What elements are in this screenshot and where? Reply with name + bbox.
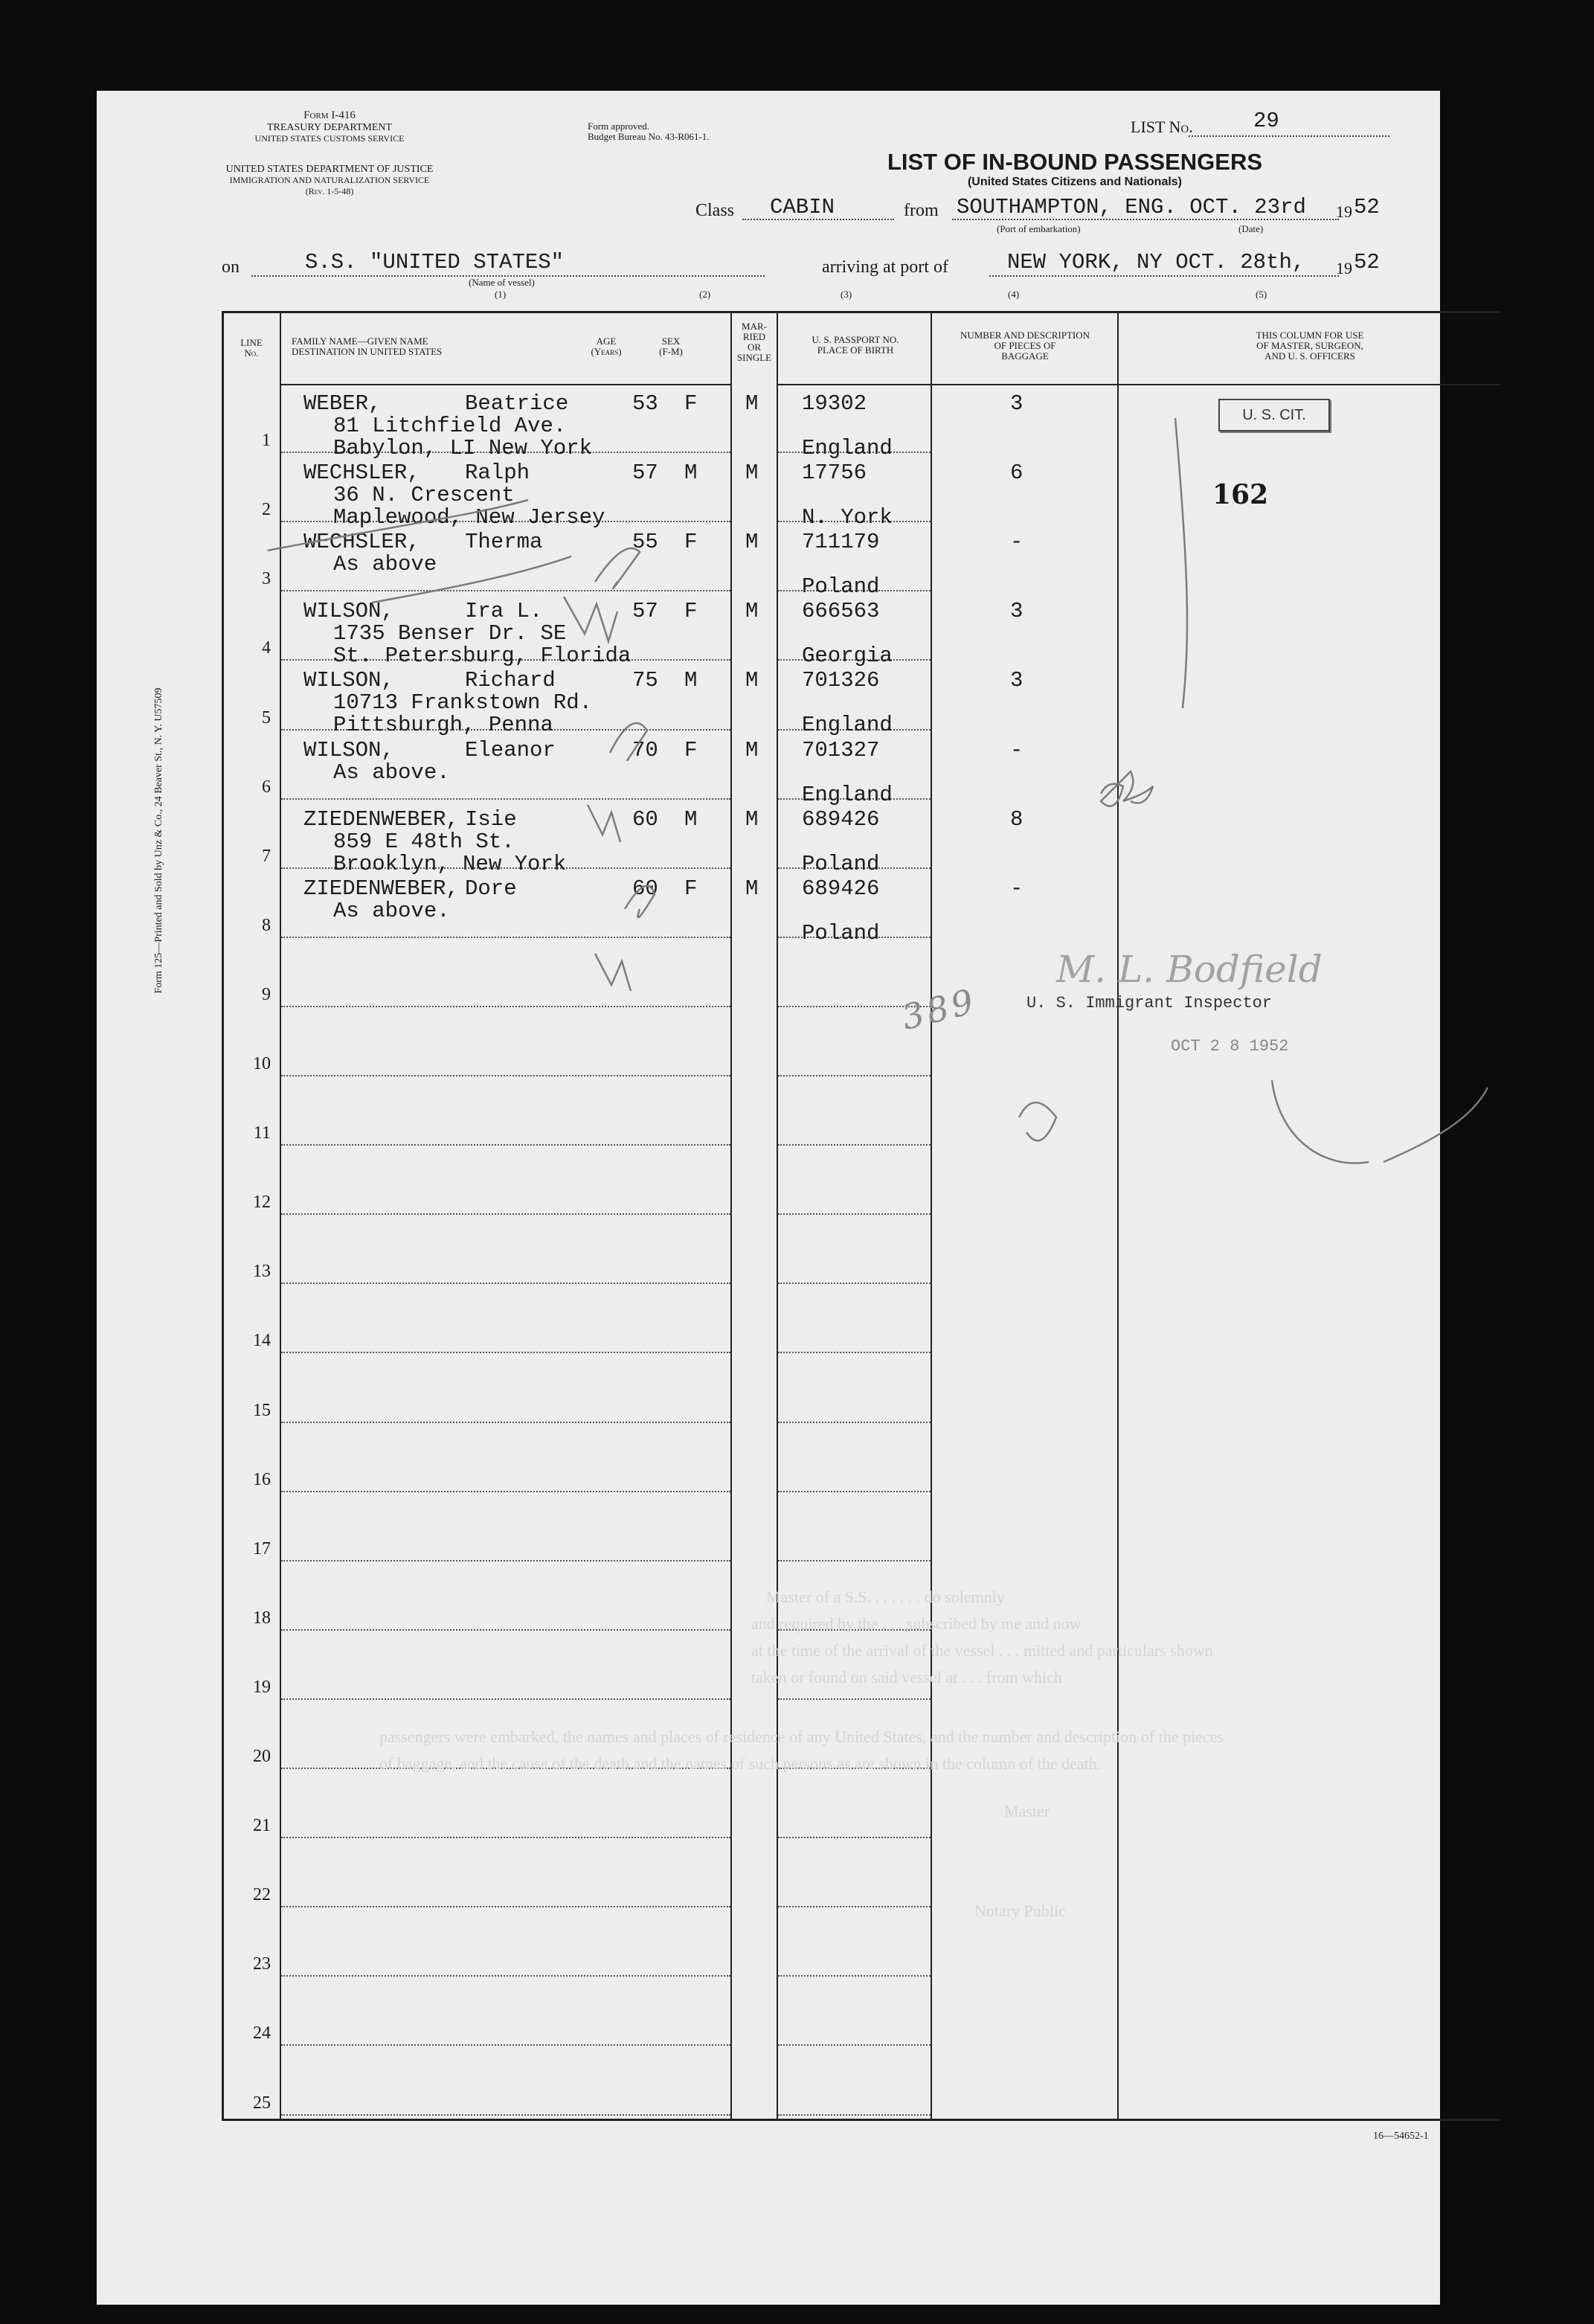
- address-line-2: Brooklyn, New York: [333, 851, 567, 876]
- class-label: Class: [695, 201, 735, 220]
- us-citizen-stamp: U. S. CIT.: [1218, 399, 1330, 431]
- family-name: ZIEDENWEBER,: [303, 876, 459, 901]
- line-number: 16: [253, 1469, 271, 1489]
- row-rule: [778, 1975, 931, 1977]
- dept-treasury: TREASURY DEPARTMENT: [266, 122, 393, 133]
- header-name: FAMILY NAME—GIVEN NAME DESTINATION IN UNITED STATES: [292, 336, 443, 357]
- line-number: 1: [262, 431, 271, 451]
- revision: (Rev. 1-5-48): [305, 186, 354, 196]
- manifest-page: [97, 91, 1440, 2305]
- inspector-title: U. S. Immigrant Inspector: [1026, 994, 1273, 1012]
- arrival-year: 52: [1354, 250, 1380, 275]
- place-of-birth: England: [802, 782, 893, 807]
- passport-number: 711179: [802, 530, 880, 555]
- passport-number: 701326: [802, 668, 880, 693]
- footer-code: 16—54652-1: [1373, 2131, 1429, 2142]
- list-no-line: [1189, 135, 1389, 137]
- form-approved: Form approved.: [588, 121, 650, 132]
- sex: F: [684, 876, 698, 901]
- address-line-1: 859 E 48th St.: [333, 829, 515, 854]
- given-name: Therma: [465, 530, 543, 555]
- col-num-1: (1): [495, 289, 507, 300]
- address-line-2: Maplewood, New Jersey: [333, 505, 605, 530]
- row-rule: [778, 1906, 931, 1907]
- marital-status: M: [745, 668, 759, 693]
- budget-bureau: Budget Bureau No. 43-R061-1.: [588, 131, 710, 142]
- line-number: 11: [253, 1123, 271, 1143]
- passport-number: 701327: [802, 737, 880, 763]
- dept-justice: UNITED STATES DEPARTMENT OF JUSTICE: [225, 164, 434, 175]
- bleed-through-text: at the time of the arrival of the vessel . . . mitted and particulars shown: [751, 1641, 1213, 1660]
- place-of-birth: Georgia: [802, 643, 893, 669]
- list-no-label: LIST No.: [1131, 118, 1193, 136]
- line-number: 7: [262, 846, 271, 866]
- row-rule: [281, 2114, 730, 2116]
- form-number: Form I-416: [303, 109, 356, 121]
- address-line-1: 1735 Benser Dr. SE: [333, 621, 567, 646]
- marital-status: M: [745, 806, 759, 832]
- line-number: 13: [253, 1262, 271, 1282]
- marital-status: M: [745, 599, 759, 624]
- header-underline: [778, 384, 931, 385]
- place-of-birth: England: [802, 713, 893, 738]
- baggage-count: -: [1010, 530, 1023, 555]
- header-sex: SEX (F-M): [659, 336, 683, 357]
- age: 70: [632, 737, 658, 763]
- line-number: 10: [253, 1054, 271, 1073]
- passport-number: 17756: [802, 460, 867, 486]
- from-value: SOUTHAMPTON, ENG. OCT. 23rd: [957, 195, 1306, 219]
- header-underline: [281, 384, 730, 385]
- address-line-1: As above.: [333, 898, 450, 923]
- port-embark-caption: (Port of embarkation): [997, 223, 1081, 234]
- address-line-1: 36 N. Crescent: [333, 483, 515, 508]
- line-number: 6: [262, 777, 271, 797]
- given-name: Ralph: [465, 460, 530, 486]
- line-number: 21: [253, 1816, 271, 1836]
- line-number: 25: [253, 2093, 271, 2113]
- dept-immigration: IMMIGRATION AND NATURALIZATION SERVICE: [229, 175, 430, 185]
- header-baggage: NUMBER AND DESCRIPTION OF PIECES OF BAGGAGE: [960, 330, 1090, 362]
- table-bottom-border: [222, 2119, 1500, 2121]
- address-line-1: As above: [333, 552, 437, 577]
- family-name: WEBER,: [303, 391, 382, 416]
- age: 57: [632, 599, 658, 624]
- line-number: 3: [262, 569, 271, 589]
- row-rule: [778, 1560, 931, 1561]
- inspector-signature: M. L. Bodfield: [1056, 948, 1323, 991]
- family-name: WECHSLER,: [303, 460, 420, 486]
- header-underline: [932, 384, 1117, 385]
- row-rule: [281, 2044, 730, 2046]
- row-rule: [281, 1422, 730, 1423]
- row-rule: [281, 1560, 730, 1561]
- age: 53: [632, 391, 658, 416]
- line-number: 18: [253, 1608, 271, 1628]
- sex: M: [684, 806, 698, 832]
- page-subtitle: (United States Citizens and Nationals): [967, 176, 1183, 188]
- row-rule: [281, 1975, 730, 1977]
- line-number: 5: [262, 707, 271, 728]
- row-rule: [778, 2114, 931, 2116]
- table-top-border: [222, 311, 1500, 313]
- row-rule: [281, 1629, 730, 1631]
- row-rule: [778, 1422, 931, 1423]
- vessel-name: S.S. "UNITED STATES": [305, 250, 565, 275]
- passport-number: 666563: [802, 599, 880, 624]
- baggage-count: 6: [1010, 460, 1023, 486]
- marital-status: M: [745, 876, 759, 901]
- bleed-through-text: Master: [1004, 1802, 1050, 1820]
- given-name: Isie: [465, 806, 517, 832]
- line-number: 12: [253, 1193, 271, 1213]
- baggage-count: 3: [1010, 391, 1023, 416]
- row-rule: [778, 1352, 931, 1353]
- address-line-2: St. Petersburg, Florida: [333, 643, 632, 669]
- place-of-birth: N. York: [802, 505, 893, 530]
- printer-side-text: Form 125—Printed and Sold by Unz & Co., 24 Beaver St., N. Y. U57509: [153, 687, 164, 994]
- header-officers: THIS COLUMN FOR USE OF MASTER, SURGEON, AND U. S. OFFICERS: [1256, 330, 1364, 362]
- arrival-year-prefix: 19: [1336, 259, 1352, 277]
- address-line-1: As above.: [333, 760, 450, 785]
- dept-customs: UNITED STATES CUSTOMS SERVICE: [254, 133, 405, 144]
- header-age: AGE (Years): [591, 336, 622, 357]
- family-name: WECHSLER,: [303, 530, 420, 555]
- row-rule: [281, 1491, 730, 1492]
- col-num-4: (4): [1008, 289, 1020, 300]
- page-title: LIST OF IN-BOUND PASSENGERS: [887, 149, 1263, 175]
- row-rule: [778, 1283, 931, 1284]
- row-rule: [778, 1491, 931, 1492]
- line-number: 4: [262, 638, 271, 658]
- family-name: WILSON,: [303, 737, 394, 763]
- row-rule: [281, 1213, 730, 1215]
- row-rule: [281, 1698, 730, 1700]
- vessel-caption: (Name of vessel): [469, 277, 535, 288]
- line-number: 2: [262, 500, 271, 520]
- sex: F: [684, 737, 698, 763]
- line-number: 20: [253, 1747, 271, 1766]
- line-number: 8: [262, 915, 271, 935]
- col-num-2: (2): [699, 289, 711, 300]
- baggage-count: 3: [1010, 599, 1023, 624]
- row-rule: [281, 1283, 730, 1284]
- sex: F: [684, 599, 698, 624]
- col-num-5: (5): [1256, 289, 1267, 300]
- family-name: ZIEDENWEBER,: [303, 806, 459, 832]
- family-name: WILSON,: [303, 599, 394, 624]
- line-number: 17: [253, 1538, 271, 1559]
- marital-status: M: [745, 737, 759, 763]
- marital-status: M: [745, 530, 759, 555]
- age: 60: [632, 876, 658, 901]
- passenger-count-stamp: 162: [1212, 479, 1269, 510]
- date-stamp: OCT 2 8 1952: [1171, 1037, 1289, 1056]
- age: 57: [632, 460, 658, 486]
- row-rule: [281, 1352, 730, 1353]
- row-rule: [281, 1906, 730, 1907]
- list-no-value: 29: [1253, 109, 1279, 133]
- line-number: 24: [253, 2023, 271, 2044]
- from-label: from: [904, 201, 939, 220]
- passport-number: 689426: [802, 806, 880, 832]
- header-line-no: LINE No.: [240, 337, 263, 359]
- address-line-1: 81 Litchfield Ave.: [333, 414, 567, 438]
- place-of-birth: Poland: [802, 574, 880, 600]
- on-label: on: [222, 257, 240, 277]
- place-of-birth: Poland: [802, 920, 880, 946]
- row-rule: [778, 1837, 931, 1838]
- sex: F: [684, 391, 698, 416]
- date-caption: (Date): [1238, 223, 1264, 234]
- header-married: MAR- RIED OR SINGLE: [736, 321, 772, 363]
- arriving-label: arriving at port of: [822, 257, 948, 277]
- line-number: 14: [253, 1331, 271, 1351]
- class-value: CABIN: [770, 195, 835, 219]
- given-name: Ira L.: [465, 599, 543, 624]
- address-line-2: Pittsburgh, Penna: [333, 713, 553, 738]
- bleed-through-text: passengers were embarked, the names and places of residence of any United States, and the number and description of the pieces: [379, 1727, 1224, 1746]
- place-of-birth: Poland: [802, 851, 880, 876]
- header-passport: U. S. PASSPORT NO. PLACE OF BIRTH: [812, 334, 899, 356]
- baggage-count: -: [1010, 737, 1023, 763]
- bleed-through-text: taken or found on said vessel at . . . from which: [751, 1668, 1062, 1686]
- arrival-value: NEW YORK, NY OCT. 28th,: [1007, 250, 1305, 275]
- line-number: 19: [253, 1677, 271, 1697]
- baggage-count: 3: [1010, 668, 1023, 693]
- bleed-through-text: Notary Public: [974, 1901, 1066, 1920]
- pencil-notation: 3 8 9: [897, 981, 978, 1038]
- passport-number: 689426: [802, 876, 880, 901]
- row-rule: [281, 1837, 730, 1838]
- header-underline: [1119, 384, 1500, 385]
- marital-status: M: [745, 460, 759, 486]
- row-rule: [778, 1213, 931, 1215]
- row-rule: [778, 2044, 931, 2046]
- passport-number: 19302: [802, 391, 867, 416]
- given-name: Dore: [465, 876, 517, 901]
- from-year-prefix: 19: [1336, 202, 1352, 221]
- given-name: Eleanor: [465, 737, 556, 763]
- marital-status: M: [745, 391, 759, 416]
- line-number: 23: [253, 1954, 271, 1974]
- line-number: 22: [253, 1885, 271, 1905]
- sex: M: [684, 668, 698, 693]
- age: 75: [632, 668, 658, 693]
- address-line-1: 10713 Frankstown Rd.: [333, 690, 593, 716]
- address-line-2: Babylon, LI New York: [333, 436, 593, 460]
- baggage-count: -: [1010, 876, 1023, 901]
- baggage-count: 8: [1010, 806, 1023, 832]
- bleed-through-text: Master of a S.S. . . . . . . do solemnly: [766, 1588, 1005, 1606]
- age: 55: [632, 530, 658, 555]
- pencil-annotations: [208, 388, 1510, 1207]
- col-num-3: (3): [841, 289, 852, 300]
- row-rule: [778, 1698, 931, 1700]
- sex: F: [684, 530, 698, 555]
- given-name: Richard: [465, 668, 556, 693]
- bleed-through-text: and required by the . . . subscribed by me and now: [751, 1614, 1082, 1633]
- sex: M: [684, 460, 698, 486]
- given-name: Beatrice: [465, 391, 569, 416]
- arrival-line: [989, 275, 1339, 277]
- age: 60: [632, 806, 658, 832]
- from-year: 52: [1354, 195, 1380, 219]
- line-number: 15: [253, 1400, 271, 1420]
- bleed-through-text: of baggage, and the cause of the death and the names of such persons as are shown in the column of the death.: [379, 1754, 1102, 1773]
- line-number: 9: [262, 984, 271, 1004]
- place-of-birth: England: [802, 436, 893, 460]
- family-name: WILSON,: [303, 668, 394, 693]
